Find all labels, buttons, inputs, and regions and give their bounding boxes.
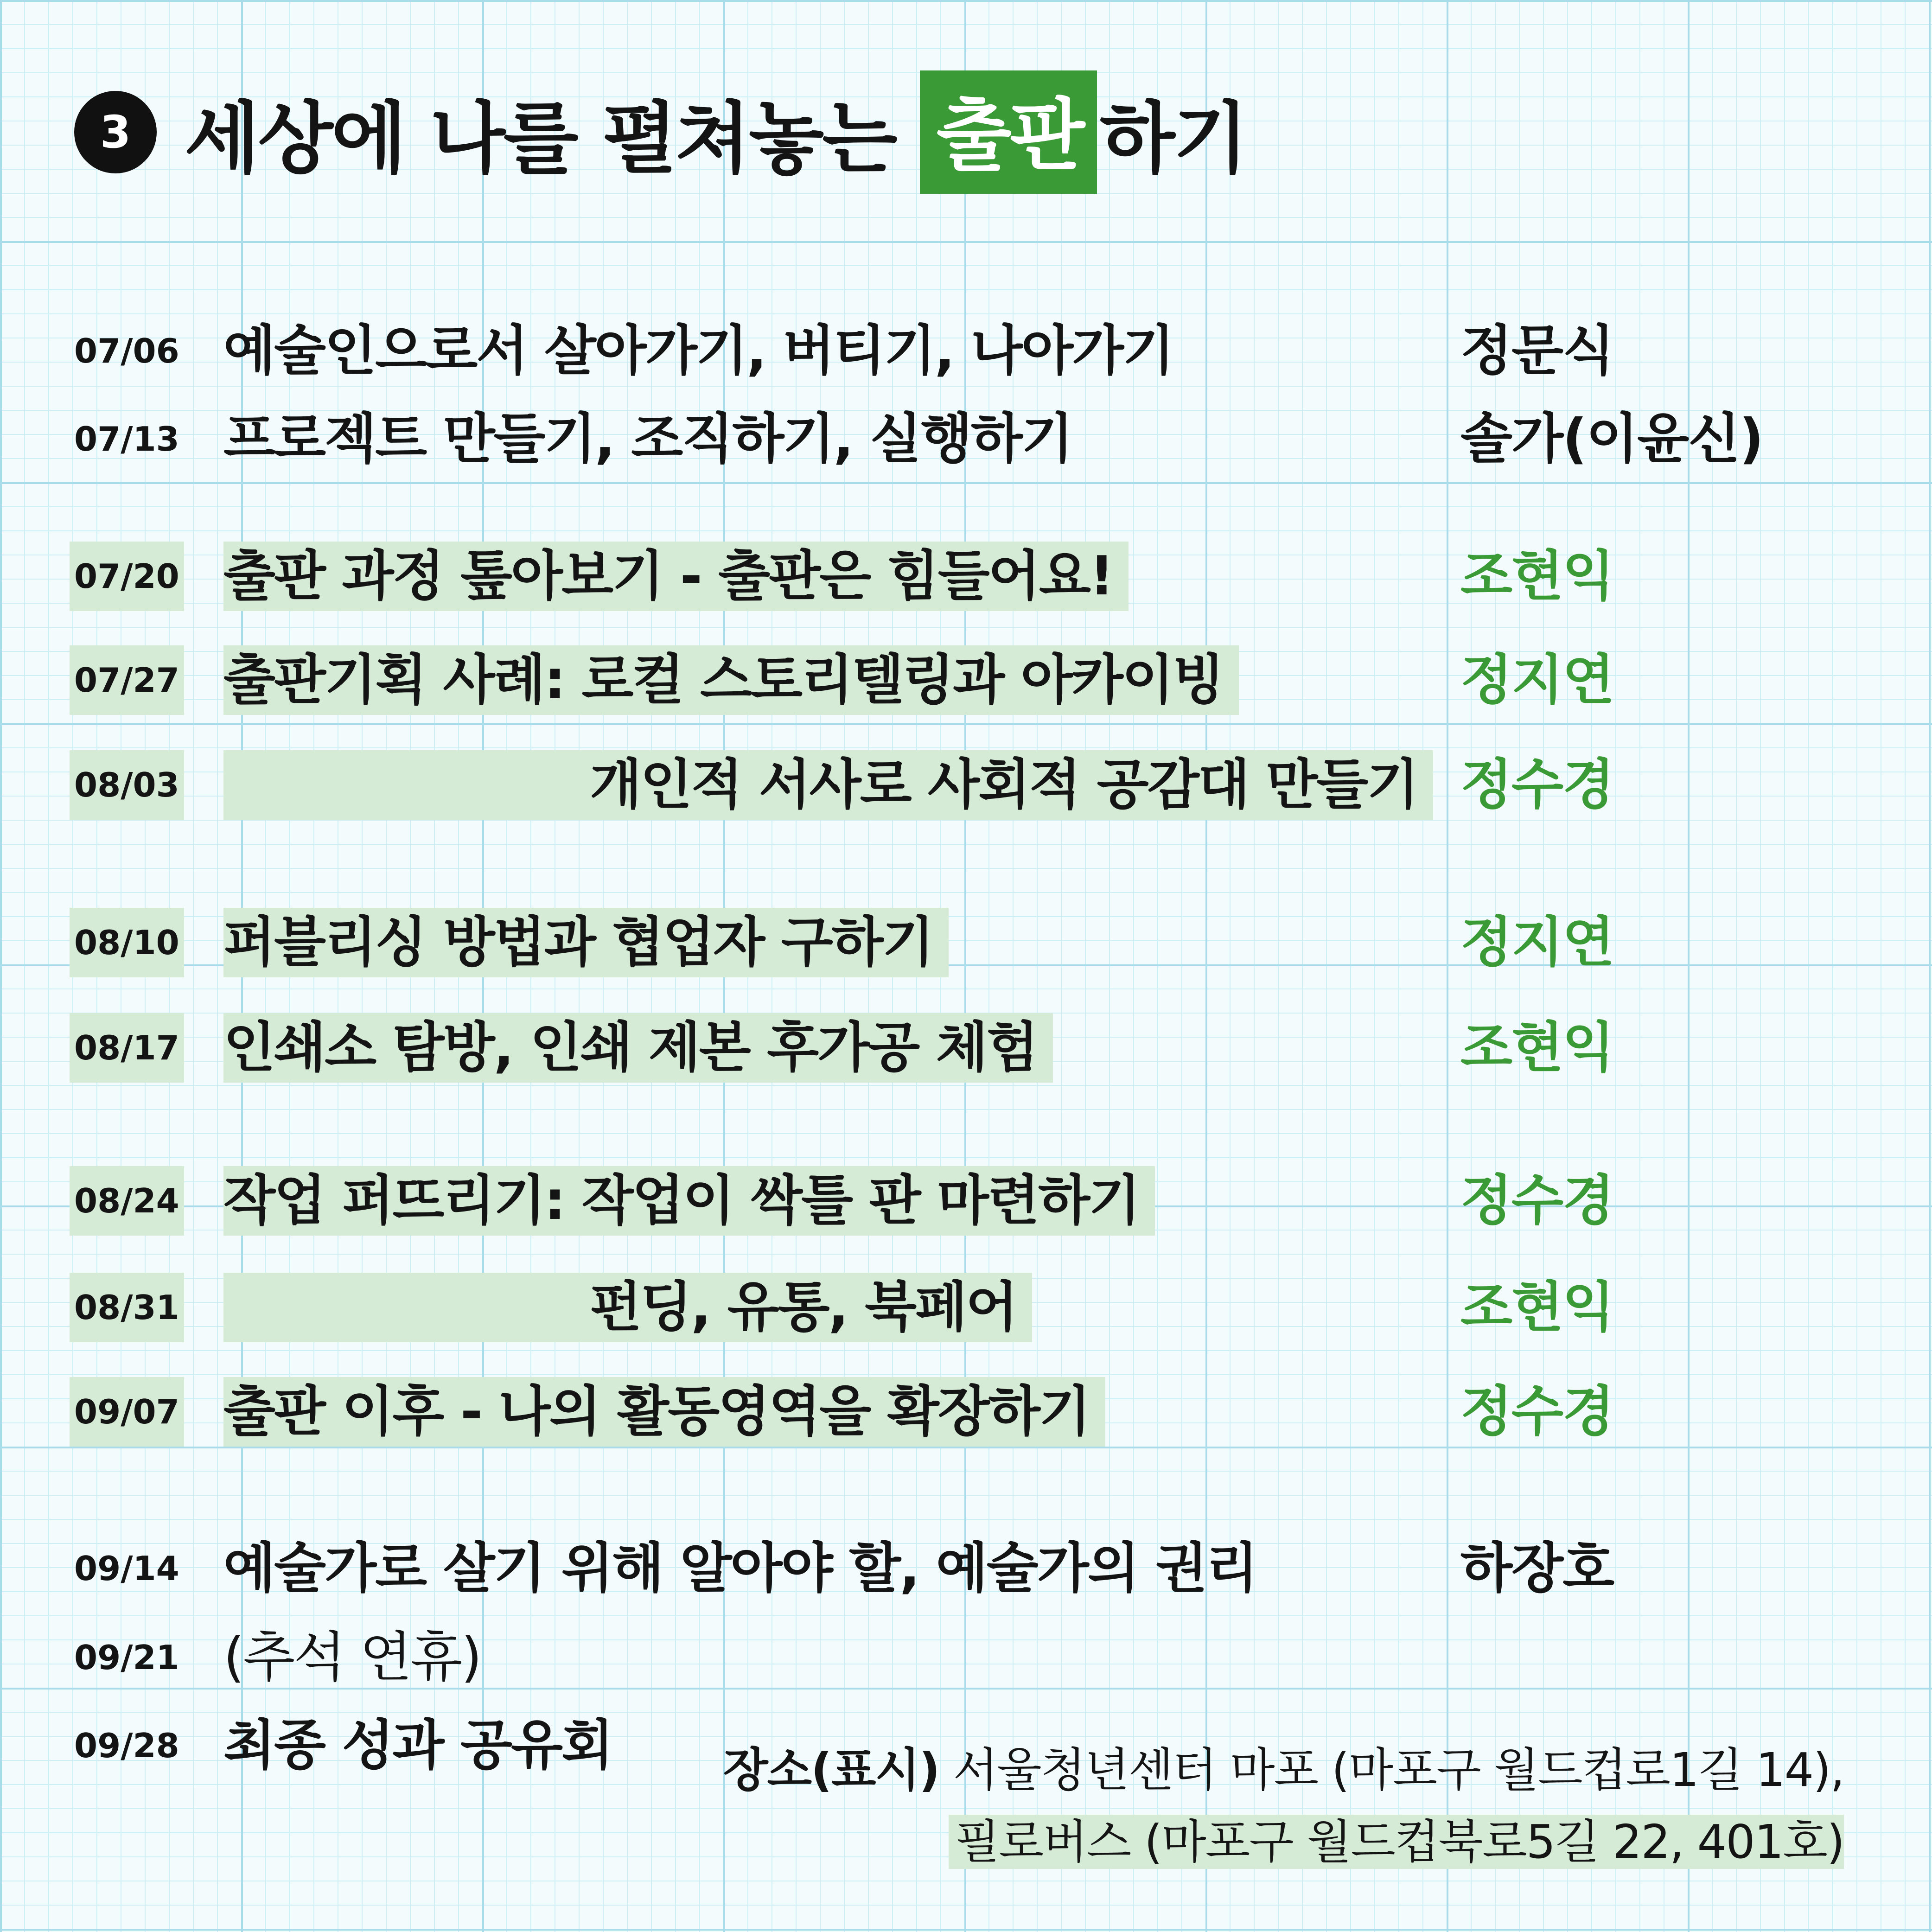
session-date: 08/17 bbox=[70, 1013, 184, 1083]
page-title bbox=[74, 79, 1247, 185]
session-topic: 출판기획 사례: 로컬 스토리텔링과 아카이빙 bbox=[223, 645, 1239, 715]
venue-address-1: 서울청년센터 마포 (마포구 월드컵로1길 14), bbox=[953, 1743, 1844, 1797]
session-date: 07/27 bbox=[70, 645, 184, 715]
schedule-row bbox=[0, 542, 1932, 611]
session-topic: 예술가로 살기 위해 알아야 할, 예술가의 권리 bbox=[223, 1537, 1257, 1600]
venue-line-1 bbox=[723, 1734, 1844, 1806]
venue-line-2 bbox=[723, 1806, 1844, 1878]
session-date: 08/10 bbox=[70, 908, 184, 977]
schedule-row bbox=[0, 316, 1932, 386]
session-date: 07/06 bbox=[74, 332, 179, 370]
schedule-row bbox=[0, 1166, 1932, 1236]
venue-label: 장소(표시) bbox=[723, 1743, 939, 1797]
session-topic: 최종 성과 공유회 bbox=[223, 1714, 612, 1777]
schedule-row bbox=[0, 1534, 1932, 1603]
session-speaker: 정수경 bbox=[1460, 1380, 1614, 1443]
session-topic-text: 펀딩, 유통, 북페어 bbox=[590, 1276, 1017, 1339]
session-date: 07/13 bbox=[74, 420, 179, 459]
session-date: 09/07 bbox=[70, 1377, 184, 1447]
session-topic: 출판 이후 - 나의 활동영역을 확장하기 bbox=[223, 1377, 1105, 1447]
schedule-row bbox=[0, 750, 1932, 820]
session-date: 09/28 bbox=[74, 1726, 179, 1765]
schedule-row bbox=[0, 1013, 1932, 1083]
session-date: 09/21 bbox=[74, 1638, 179, 1677]
session-topic: 퍼블리싱 방법과 협업자 구하기 bbox=[223, 908, 949, 977]
title-highlight: 출판 bbox=[920, 70, 1097, 194]
venue-address-2: 필로버스 (마포구 월드컵북로5길 22, 401호) bbox=[949, 1815, 1844, 1869]
session-topic: 예술인으로서 살아가기, 버티기, 나아가기 bbox=[223, 319, 1173, 382]
session-speaker: 정지연 bbox=[1460, 911, 1614, 974]
session-speaker: 정수경 bbox=[1460, 753, 1614, 816]
session-speaker: 조현익 bbox=[1460, 545, 1614, 607]
schedule-row bbox=[0, 1377, 1932, 1447]
session-topic: 출판 과정 톺아보기 - 출판은 힘들어요! bbox=[223, 542, 1129, 611]
session-date: 08/24 bbox=[70, 1166, 184, 1236]
session-topic-text: 개인적 서사로 사회적 공감대 만들기 bbox=[590, 753, 1418, 816]
session-speaker: 정지연 bbox=[1460, 649, 1614, 711]
session-speaker: 조현익 bbox=[1460, 1016, 1614, 1079]
session-topic: 프로젝트 만들기, 조직하기, 실행하기 bbox=[223, 408, 1072, 470]
title-text-before: 세상에 나를 펼쳐놓는 bbox=[185, 93, 896, 184]
session-speaker: 하장호 bbox=[1460, 1537, 1614, 1600]
session-speaker: 솔가(이윤신) bbox=[1460, 408, 1763, 470]
title-text-after: 하기 bbox=[1100, 93, 1247, 184]
schedule-row bbox=[0, 404, 1932, 474]
session-speaker: 조현익 bbox=[1460, 1276, 1614, 1339]
schedule-row bbox=[0, 908, 1932, 977]
session-date: 08/31 bbox=[70, 1273, 184, 1342]
schedule-row bbox=[0, 645, 1932, 715]
session-topic: (추석 연휴) bbox=[223, 1626, 481, 1689]
session-topic: 작업 퍼뜨리기: 작업이 싹틀 판 마련하기 bbox=[223, 1166, 1155, 1236]
venue-info bbox=[723, 1734, 1844, 1878]
schedule-row bbox=[0, 1273, 1932, 1342]
session-topic-continued bbox=[223, 1273, 1032, 1342]
section-number-badge: 3 bbox=[74, 91, 157, 173]
session-speaker: 정문식 bbox=[1460, 319, 1614, 382]
session-date: 07/20 bbox=[70, 542, 184, 611]
schedule-row bbox=[0, 1623, 1932, 1692]
session-date: 08/03 bbox=[70, 750, 184, 820]
session-date: 09/14 bbox=[74, 1549, 179, 1588]
session-speaker: 정수경 bbox=[1460, 1169, 1614, 1232]
session-topic-continued bbox=[223, 750, 1433, 820]
session-topic: 인쇄소 탐방, 인쇄 제본 후가공 체험 bbox=[223, 1013, 1053, 1083]
